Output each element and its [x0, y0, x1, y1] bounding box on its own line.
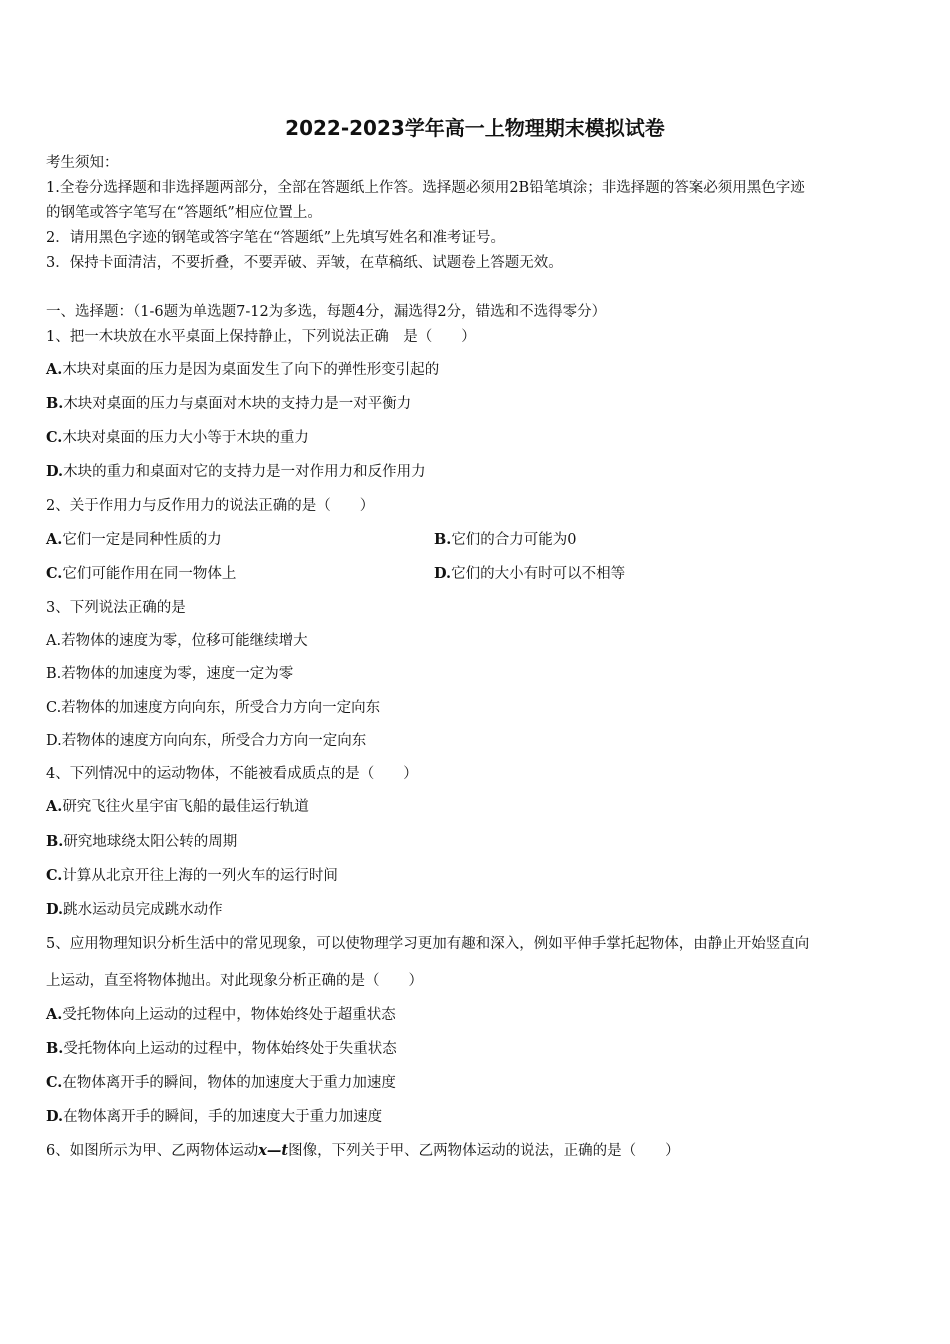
- option-letter: A.: [46, 361, 63, 378]
- q6-stem: [46, 1142, 680, 1160]
- option-letter: C.: [46, 565, 63, 582]
- q1-option-b: [46, 395, 411, 413]
- option-text: 计算从北京开往上海的一列火车的运行时间: [62, 868, 338, 884]
- q3-option-c: C.若物体的加速度方向向东，所受合力方向一定向东: [46, 700, 381, 716]
- option-text: 研究地球绕太阳公转的周期: [63, 834, 238, 850]
- q4-option-d: [46, 901, 223, 919]
- q6-stem-suffix: 图像，下列关于甲、乙两物体运动的说法，正确的是（ ）: [288, 1143, 680, 1159]
- q5-option-c: [46, 1074, 396, 1092]
- option-letter: B.: [46, 833, 64, 850]
- option-text: 受托物体向上运动的过程中，物体始终处于失重状态: [63, 1041, 397, 1057]
- q2-option-a: [46, 531, 222, 549]
- q6-stem-variable: x—t: [258, 1142, 289, 1159]
- q3-option-d: D.若物体的速度方向向东，所受合力方向一定向东: [46, 733, 367, 749]
- option-letter: C.: [46, 867, 63, 884]
- q2-option-d: [434, 565, 625, 583]
- option-text: 受托物体向上运动的过程中，物体始终处于超重状态: [62, 1007, 396, 1023]
- option-letter: A.: [46, 531, 63, 548]
- option-letter: D.: [46, 463, 64, 480]
- option-text: 在物体离开手的瞬间，手的加速度大于重力加速度: [63, 1109, 383, 1125]
- option-text: 在物体离开手的瞬间，物体的加速度大于重力加速度: [62, 1075, 396, 1091]
- exam-title: 2022-2023学年高一上物理期末模拟试卷: [285, 116, 665, 140]
- option-text: 它们的大小有时可以不相等: [451, 566, 626, 582]
- option-text: 木块的重力和桌面对它的支持力是一对作用力和反作用力: [63, 464, 426, 480]
- q1-option-d: [46, 463, 426, 481]
- notice-item-1: 1.全卷分选择题和非选择题两部分，全部在答题纸上作答。选择题必须用2B铅笔填涂；非选择题的答案必须用黑色字迹: [46, 180, 805, 196]
- q4-option-a: [46, 798, 309, 816]
- option-text: 研究飞往火星宇宙飞船的最佳运行轨道: [62, 799, 309, 815]
- q5-option-d: [46, 1108, 382, 1126]
- notice-item-3: 3．保持卡面清洁，不要折叠，不要弄破、弄皱，在草稿纸、试题卷上答题无效。: [46, 255, 563, 271]
- q5-option-a: [46, 1006, 396, 1024]
- option-letter: D.: [46, 901, 64, 918]
- q4-option-c: [46, 867, 338, 885]
- q1-stem: 1、把一木块放在水平桌面上保持静止，下列说法正确 是（ ）: [46, 329, 476, 345]
- q2-stem: 2、关于作用力与反作用力的说法正确的是（ ）: [46, 498, 375, 514]
- option-letter: A.: [46, 1006, 63, 1023]
- option-letter: B.: [46, 1040, 64, 1057]
- option-letter: D.: [46, 1108, 64, 1125]
- q2-option-c: [46, 565, 236, 583]
- option-letter: B.: [434, 531, 452, 548]
- notice-item-2: 2．请用黑色字迹的钢笔或答字笔在“答题纸”上先填写姓名和准考证号。: [46, 230, 506, 246]
- q3-option-b: B.若物体的加速度为零，速度一定为零: [46, 666, 294, 682]
- q1-option-a: [46, 361, 439, 379]
- option-text: 木块对桌面的压力与桌面对木块的支持力是一对平衡力: [63, 396, 412, 412]
- q5-stem-line-1: 5、应用物理知识分析生活中的常见现象，可以使物理学习更加有趣和深入，例如平伸手掌托起物体，由静止开始竖直向: [46, 936, 810, 952]
- q5-option-b: [46, 1040, 397, 1058]
- option-letter: C.: [46, 1074, 63, 1091]
- q5-stem-line-2: 上运动，直至将物体抛出。对此现象分析正确的是（ ）: [46, 973, 423, 989]
- option-text: 木块对桌面的压力大小等于木块的重力: [62, 430, 309, 446]
- option-text: 它们可能作用在同一物体上: [62, 566, 237, 582]
- q4-stem: 4、下列情况中的运动物体，不能被看成质点的是（ ）: [46, 766, 418, 782]
- notice-heading: 考生须知：: [46, 155, 119, 171]
- q2-option-b: [434, 531, 577, 549]
- option-text: 它们的合力可能为0: [451, 532, 577, 548]
- q1-option-c: [46, 429, 309, 447]
- q6-stem-prefix: 6、如图所示为甲、乙两物体运动: [46, 1143, 259, 1159]
- q3-option-a: A.若物体的速度为零，位移可能继续增大: [46, 633, 308, 649]
- option-letter: B.: [46, 395, 64, 412]
- section-heading: 一、选择题：（1-6题为单选题7-12为多选，每题4分，漏选得2分，错选和不选得零分）: [46, 304, 607, 320]
- option-letter: D.: [434, 565, 452, 582]
- option-text: 跳水运动员完成跳水动作: [63, 902, 223, 918]
- option-letter: C.: [46, 429, 63, 446]
- notice-item-1-cont: 的钢笔或答字笔写在“答题纸”相应位置上。: [46, 205, 322, 221]
- option-text: 木块对桌面的压力是因为桌面发生了向下的弹性形变引起的: [62, 362, 440, 378]
- option-text: 它们一定是同种性质的力: [62, 532, 222, 548]
- q3-stem: 3、下列说法正确的是: [46, 600, 186, 616]
- q4-option-b: [46, 833, 237, 851]
- option-letter: A.: [46, 798, 63, 815]
